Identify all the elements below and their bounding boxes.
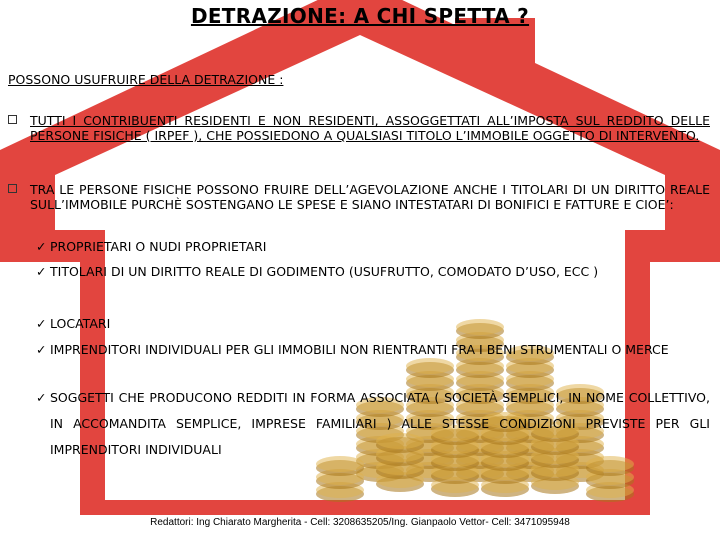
list-item: ✓ SOGGETTI CHE PRODUCONO REDDITI IN FORMA ASSOCIATA ( SOCIETÀ SEMPLICI, IN NOME COLLETTIVO, IN ACCOMANDITA SEMPLICE, IMPRESE FAMILIARI ) ALLE STESSE CONDIZIONI PREVISTE PER GLI IMPRENDITORI INDIVIDUALI (36, 385, 710, 463)
square-bullet-icon (8, 184, 17, 193)
checkmark-icon: ✓ (36, 316, 47, 331)
bullet-text: TRA LE PERSONE FISICHE POSSONO FRUIRE DELL’AGEVOLAZIONE ANCHE I TITOLARI DI UN DIRITTO REALE SULL’IMMOBILE PURCHÈ SOSTENGANO LE SPESE E SIANO INTESTATARI DI BONIFICI E FATTURE E CIOE’: (30, 182, 710, 212)
bullet-text: TUTTI I CONTRIBUENTI RESIDENTI E NON RESIDENTI, ASSOGGETTATI ALL’IMPOSTA SUL REDDITO DELLE PERSONE FISICHE ( IRPEF ), CHE POSSIEDONO A QUALSIASI TITOLO L’IMMOBILE OGGETTO DI INTERVENTO. (30, 113, 710, 143)
page-title: DETRAZIONE: A CHI SPETTA ? (190, 4, 530, 28)
bullet-item (8, 182, 710, 212)
square-bullet-icon (8, 115, 17, 124)
bullet-item (8, 113, 710, 143)
list-item: ✓ LOCATARI (36, 311, 710, 337)
checkmark-icon: ✓ (36, 342, 47, 357)
checkmark-icon: ✓ (36, 239, 47, 254)
list-item: ✓ PROPRIETARI O NUDI PROPRIETARI (36, 234, 710, 260)
checkmark-icon: ✓ (36, 390, 47, 405)
intro-text: POSSONO USUFRUIRE DELLA DETRAZIONE : (8, 72, 284, 87)
footer-credits: Redattori: Ing Chiarato Margherita - Cell: 3208635205/Ing. Gianpaolo Vettor- Cell: 3471095948 (150, 517, 570, 528)
list-item: ✓ IMPRENDITORI INDIVIDUALI PER GLI IMMOBILI NON RIENTRANTI FRA I BENI STRUMENTALI O MERCE (36, 337, 710, 363)
checkmark-icon: ✓ (36, 264, 47, 279)
list-item: ✓ TITOLARI DI UN DIRITTO REALE DI GODIMENTO (USUFRUTTO, COMODATO D’USO, ECC ) (36, 259, 710, 285)
